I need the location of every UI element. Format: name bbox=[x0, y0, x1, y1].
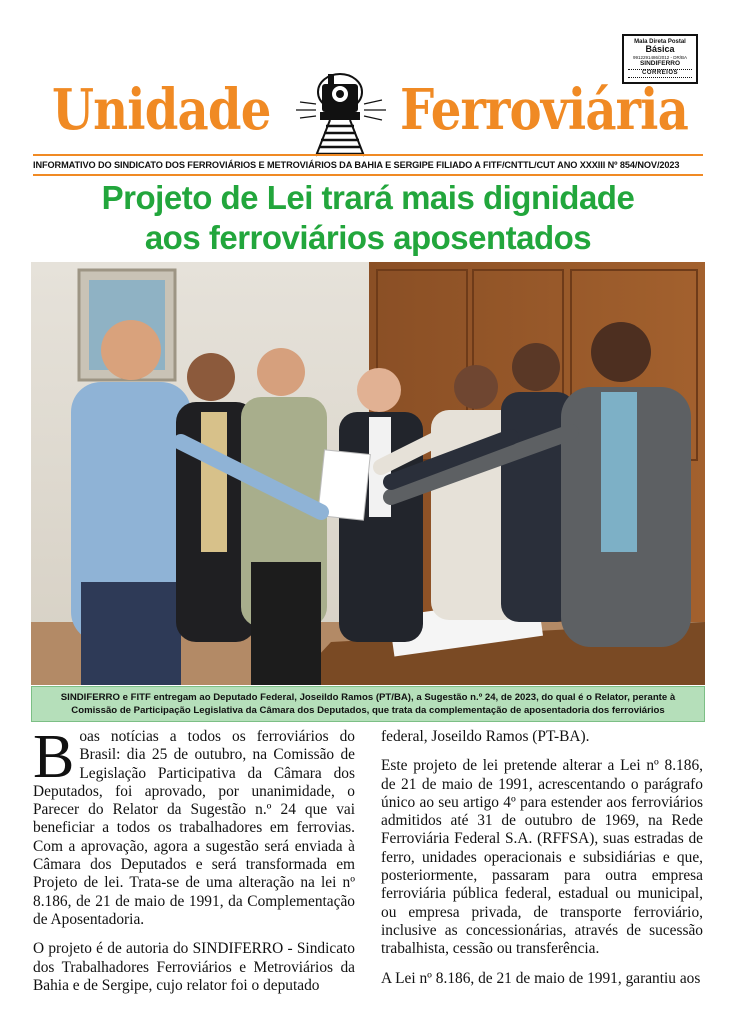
article-paragraph-1-text: oas notícias a todos os ferroviários do Brasil: dia 25 de outubro, na Comissão de Legislação Participativa da Câmara dos Deputados, foi aprovado, por unanimidade, o Parecer do Relator da Sugestão n.º 24 que vai beneficiar a todos os trabalhadores em ferrovias. Com a aprovação, agora a sugestão será enviada à Câmara dos Deputados e será transformada em Projeto de lei. Trata-se de uma alteração na lei nº 8.186, de 21 de maio de 1991, da Complementação de Aposentadoria. bbox=[33, 728, 355, 928]
stamp-line-1: Mala Direta Postal bbox=[634, 39, 686, 45]
newsletter-info-bar bbox=[33, 154, 703, 176]
stamp-line-5: CORREIOS bbox=[628, 69, 692, 77]
headline bbox=[30, 178, 706, 258]
article-paragraph-3: federal, Joseildo Ramos (PT-BA). bbox=[381, 728, 590, 745]
stamp-line-2: Básica bbox=[645, 44, 675, 55]
masthead-title-right: Ferroviária bbox=[400, 77, 688, 143]
dropcap: B bbox=[33, 723, 75, 791]
group-photo-illustration bbox=[31, 262, 705, 685]
article-column-left bbox=[33, 723, 355, 1006]
info-bar-affiliations: FITF/CNTTL/CUT bbox=[482, 160, 556, 170]
stamp-line-4: SINDIFERRO bbox=[639, 60, 681, 68]
headline-line-1: Projeto de Lei trará mais dignidade bbox=[101, 179, 635, 216]
article-paragraph-1 bbox=[33, 723, 355, 929]
article-paragraph-2: O projeto é de autoria do SINDIFERRO - Sindicato dos Trabalhadores Ferroviários e Metroviários da Bahia e de Sergipe, cujo relator foi o deputado bbox=[33, 940, 355, 994]
masthead-title-left: Unidade bbox=[52, 77, 271, 143]
headline-line-2: aos ferroviários aposentados bbox=[144, 219, 592, 256]
photo-caption: SINDIFERRO e FITF entregam ao Deputado Federal, Joseildo Ramos (PT/BA), a Sugestão n.º 24, de 2023, do qual é o Relator, perante à Comissão de Participação Legislativa da Câmara dos Deputados, que trata da complementação de aposentadoria dos ferroviários bbox=[31, 686, 705, 722]
article-paragraph-5: A Lei nº 8.186, de 21 de maio de 1991, garantiu aos bbox=[381, 969, 701, 987]
article-column-right bbox=[381, 728, 703, 999]
article-paragraph-4: Este projeto de lei pretende alterar a Lei nº 8.186, de 21 de maio de 1991, acrescentando o parágrafo único ao seu artigo 4º para estender aos ferroviários admitidos até 31 de outubro de 1969, na Rede Ferroviária Federal S.A. (RFFSA), suas estradas de ferro, unidades operacionais e subsidiárias e que, posteriormente, passaram para outra empresa ferroviária pública federal, estadual ou municipal, ou empresa privada, de transporte ferroviário, inclusive as concessionárias, através de sucessão trabalhista, cessão ou transferência. bbox=[381, 757, 703, 958]
locomotive-logo-icon bbox=[292, 62, 388, 158]
info-bar-edition: ANO XXXIII Nº 854/NOV/2023 bbox=[555, 160, 680, 170]
stamp-line-3: 9912291486/2012 - DR/BA bbox=[632, 54, 688, 60]
info-bar-text: INFORMATIVO DO SINDICATO DOS FERROVIÁRIOS E METROVIÁRIOS DA BAHIA E SERGIPE FILIADO A bbox=[33, 160, 483, 170]
group-photo bbox=[31, 262, 705, 685]
